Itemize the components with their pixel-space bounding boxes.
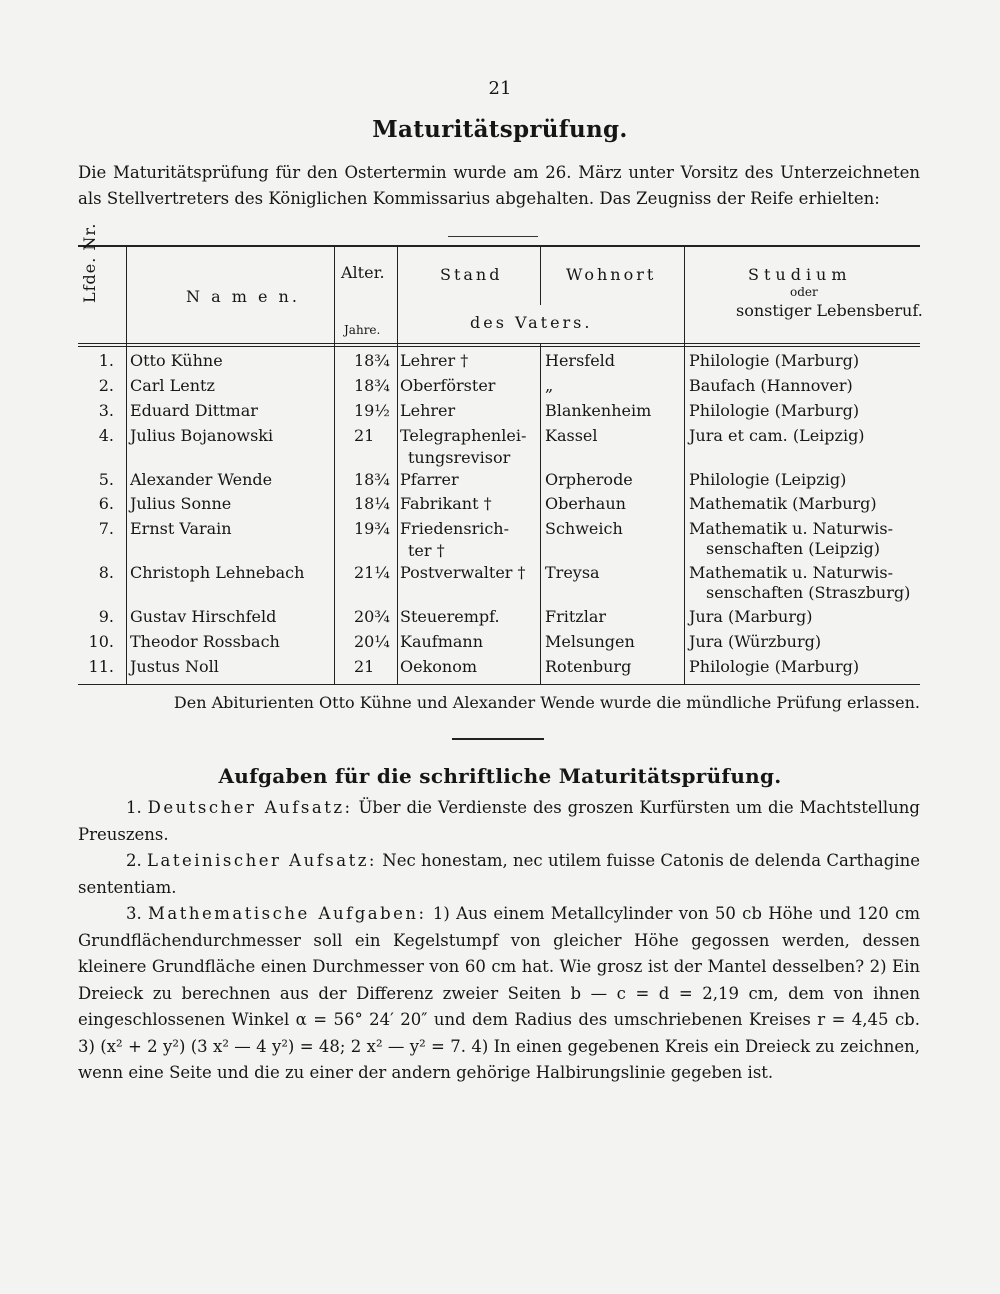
- row-number: 10.: [88, 632, 114, 651]
- tasks-list: [78, 795, 920, 1087]
- row-name: Christoph Lehnebach: [130, 563, 305, 582]
- row-stand: Telegraphenlei-: [400, 426, 527, 445]
- section-divider: [452, 738, 544, 740]
- row-studium: Mathematik (Marburg): [689, 494, 877, 513]
- row-wohnort: Hersfeld: [545, 351, 616, 370]
- row-name: Eduard Dittmar: [130, 401, 258, 420]
- row-wohnort: Schweich: [545, 519, 623, 538]
- row-wohnort: Oberhaun: [545, 494, 626, 513]
- row-studium: Philologie (Leipzig): [689, 470, 847, 489]
- row-stand: Steuerempf.: [400, 607, 500, 626]
- header-stand: Stand: [440, 265, 503, 284]
- footnote: Den Abiturienten Otto Kühne und Alexander Wende wurde die mündliche Prüfung erlassen.: [173, 693, 920, 712]
- row-stand: Oekonom: [400, 657, 478, 676]
- row-number: 2.: [98, 376, 114, 395]
- header-oder: oder: [790, 285, 818, 299]
- row-age: 21¼: [354, 563, 390, 582]
- row-studium: Mathematik u. Naturwis-: [689, 519, 893, 538]
- row-stand: Fabrikant †: [400, 494, 492, 513]
- row-studium: Jura et cam. (Leipzig): [689, 426, 865, 445]
- header-des-vaters: des Vaters.: [470, 313, 593, 332]
- task-label: Lateinischer Aufsatz:: [147, 851, 377, 870]
- row-name: Julius Bojanowski: [130, 426, 274, 445]
- page-number: 21: [488, 78, 512, 99]
- row-stand: Pfarrer: [400, 470, 459, 489]
- row-wohnort: Orpherode: [545, 470, 633, 489]
- row-name: Theodor Rossbach: [130, 632, 280, 651]
- header-lfd: Lfde. Nr.: [80, 222, 99, 303]
- task-number: 3.: [126, 904, 142, 923]
- row-wohnort: Blankenheim: [545, 401, 652, 420]
- row-studium-cont: senschaften (Straszburg): [706, 583, 911, 602]
- row-number: 7.: [98, 519, 114, 538]
- header-lebensberuf: sonstiger Lebensberuf.: [736, 301, 923, 320]
- row-stand: Lehrer: [400, 401, 456, 420]
- header-name: N a m e n.: [186, 287, 300, 306]
- col-rule-4b: [540, 343, 541, 684]
- col-rule-5: [684, 245, 685, 684]
- task-text: Nec honestam, nec utilem fuisse Catonis de delenda Carthagine sententiam.: [78, 851, 921, 897]
- row-number: 9.: [98, 607, 114, 626]
- row-age: 18¼: [354, 494, 390, 513]
- row-stand: Oberförster: [400, 376, 496, 395]
- col-rule-4a: [540, 245, 541, 305]
- row-number: 4.: [98, 426, 114, 445]
- task-number: 1.: [126, 798, 142, 817]
- row-stand: Kaufmann: [400, 632, 484, 651]
- row-age: 20¾: [354, 607, 390, 626]
- row-number: 11.: [88, 657, 114, 676]
- section-title: Aufgaben für die schriftliche Maturitätsprüfung.: [218, 764, 782, 788]
- row-stand: Postverwalter †: [400, 563, 526, 582]
- row-studium-cont: senschaften (Leipzig): [706, 539, 880, 558]
- row-studium: Jura (Marburg): [689, 607, 813, 626]
- row-age: 19½: [354, 401, 390, 420]
- row-number: 3.: [98, 401, 114, 420]
- row-number: 8.: [98, 563, 114, 582]
- row-wohnort: „: [545, 376, 554, 395]
- row-stand: Lehrer †: [400, 351, 469, 370]
- row-wohnort: Fritzlar: [545, 607, 607, 626]
- row-wohnort: Kassel: [545, 426, 598, 445]
- row-name: Ernst Varain: [130, 519, 232, 538]
- row-studium: Baufach (Hannover): [689, 376, 853, 395]
- row-stand: Friedensrich-: [400, 519, 509, 538]
- divider: [448, 236, 538, 237]
- row-name: Alexander Wende: [130, 470, 273, 489]
- task-item: [78, 795, 920, 848]
- task-item: [78, 848, 920, 901]
- row-name: Gustav Hirschfeld: [130, 607, 277, 626]
- row-number: 1.: [98, 351, 114, 370]
- row-age: 18¾: [354, 470, 390, 489]
- row-studium: Philologie (Marburg): [689, 657, 860, 676]
- row-studium: Jura (Würzburg): [689, 632, 822, 651]
- graduates-table: [78, 222, 923, 685]
- row-age: 21: [354, 426, 375, 445]
- table-top-rule: [78, 245, 920, 247]
- header-studium: Studium: [748, 265, 852, 284]
- page-title: Maturitätsprüfung.: [372, 116, 628, 143]
- table-bottom-rule: [78, 684, 920, 685]
- task-text: Über die Verdienste des groszen Kurfürsten um die Machtstellung Preuszens.: [78, 798, 920, 844]
- row-studium: Philologie (Marburg): [689, 401, 860, 420]
- task-item: [78, 901, 920, 1087]
- task-label: Mathematische Aufgaben:: [148, 904, 427, 923]
- row-name: Otto Kühne: [130, 351, 223, 370]
- row-wohnort: Treysa: [545, 563, 600, 582]
- row-age: 18¾: [354, 351, 390, 370]
- col-rule-1: [126, 245, 127, 684]
- col-rule-3: [397, 245, 398, 684]
- row-studium: Mathematik u. Naturwis-: [689, 563, 893, 582]
- task-label: Deutscher Aufsatz:: [147, 798, 353, 817]
- row-wohnort: Rotenburg: [545, 657, 632, 676]
- row-name: Carl Lentz: [130, 376, 215, 395]
- row-number: 5.: [98, 470, 114, 489]
- header-alter: Alter.: [341, 263, 385, 282]
- table-header-rule: [78, 343, 920, 344]
- col-rule-2: [334, 245, 335, 684]
- row-wohnort: Melsungen: [545, 632, 635, 651]
- row-age: 19¾: [354, 519, 390, 538]
- row-age: 20¼: [354, 632, 390, 651]
- task-text: 1) Aus einem Metallcylinder von 50 cb Höhe und 120 cm Grundflächendurchmesser soll ein Kegelstumpf von gleicher Höhe gegossen werden, dessen kleinere Grundfläche einen Durchmesser von 60 cm hat. Wie grosz ist der Mantel desselben? 2) Ein Dreieck zu berechnen aus der Differenz zweier Seiten b — c = d = 2,19 cm, dem von ihnen eingeschlossenen Winkel α = 56° 24′ 20″ und dem Radius des umschriebenen Kreises r = 4,45 cb. 3) (x² + 2 y²) (3 x² — 4 y²) = 48; 2 x² — y² = 7. 4) In einen gegebenen Kreis ein Dreieck zu zeichnen, wenn eine Seite und die zu einer der andern gehörige Halbirungslinie gegeben ist.: [78, 904, 920, 1082]
- row-age: 18¾: [354, 376, 390, 395]
- row-stand-cont: ter †: [408, 541, 445, 560]
- row-name: Julius Sonne: [130, 494, 232, 513]
- header-jahre: Jahre.: [344, 323, 381, 337]
- row-stand-cont: tungsrevisor: [408, 448, 511, 467]
- header-wohnort: Wohnort: [566, 265, 657, 284]
- row-name: Justus Noll: [130, 657, 219, 676]
- intro-paragraph: Die Maturitätsprüfung für den Ostertermin wurde am 26. März unter Vorsitz des Unterzeichneten als Stellvertreters des Königlichen Kommissarius abgehalten. Das Zeugniss der Reife erhielten:: [78, 163, 920, 208]
- row-number: 6.: [98, 494, 114, 513]
- row-studium: Philologie (Marburg): [689, 351, 860, 370]
- table-header-rule-2: [78, 346, 920, 347]
- row-age: 21: [354, 657, 375, 676]
- task-number: 2.: [126, 851, 142, 870]
